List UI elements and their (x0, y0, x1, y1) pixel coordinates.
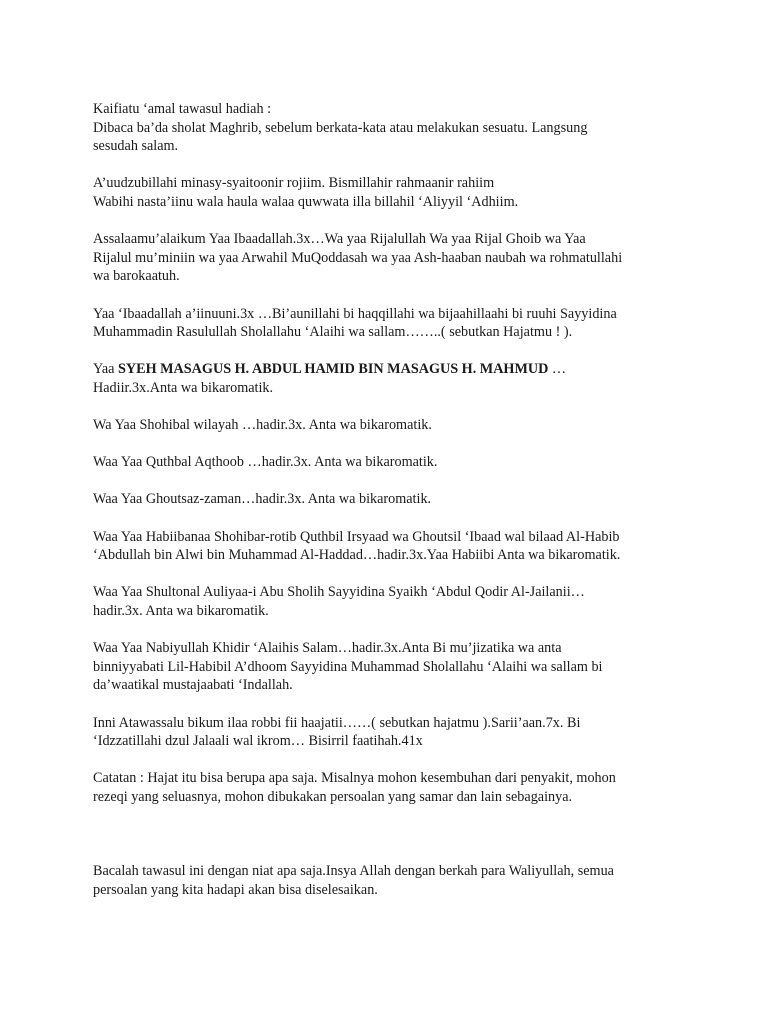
paragraph-catatan (93, 769, 683, 806)
paragraph-bacalah (93, 862, 683, 899)
habib-line: Waa Yaa Habiibanaa Shohibar-rotib Quthbil Irsyaad wa Ghoutsil ‘Ibaad wal bilaad Al-Habib (93, 528, 620, 545)
khidir-line: Waa Yaa Nabiyullah Khidir ‘Alaihis Salam…hadir.3x.Anta Bi mu’jizatika wa anta (93, 640, 562, 657)
syeh-line-2: Hadiir.3x.Anta wa bikaromatik. (93, 379, 274, 396)
jailani-line: Waa Yaa Shultonal Auliyaa-i Abu Sholih Sayyidina Syaikh ‘Abdul Qodir Al-Jailanii… (93, 584, 585, 601)
salam-line: wa barokaatuh. (93, 268, 180, 285)
bacalah-line: Bacalah tawasul ini dengan niat apa saja.Insya Allah dengan berkah para Waliyullah, semua (93, 863, 614, 880)
khidir-line: da’waatikal mustajaabati ‘Indallah. (93, 677, 293, 694)
intro-line: Dibaca ba’da sholat Maghrib, sebelum berkata-kata atau melakukan sesuatu. Langsung (93, 119, 588, 136)
bacalah-line: persoalan yang kita hadapi akan bisa diselesaikan. (93, 881, 378, 898)
blank-gap (93, 825, 683, 862)
habib-line: ‘Abdullah bin Alwi bin Muhammad Al-Haddad…hadir.3x.Yaa Habiibi Anta wa bikaromatik. (93, 547, 621, 564)
ibaadallah-line: Muhammadin Rasulullah Sholallahu ‘Alaihi wa sallam……..( sebutkan Hajatmu ! ). (93, 324, 573, 341)
khidir-line: binniyyabati Lil-Habibil A’dhoom Sayyidina Muhammad Sholallahu ‘Alaihi wa sallam bi (93, 658, 603, 675)
paragraph-intro (93, 100, 683, 156)
intro-line: sesudah salam. (93, 138, 179, 155)
paragraph-khidir (93, 639, 683, 695)
catatan-line: rezeqi yang seluasnya, mohon dibukakan persoalan yang samar dan lain sebagainya. (93, 788, 573, 805)
paragraph-habib (93, 528, 683, 565)
ghoutsaz-line: Waa Yaa Ghoutsaz-zaman…hadir.3x. Anta wa bikaromatik. (93, 491, 432, 508)
paragraph-ibaadallah (93, 305, 683, 342)
paragraph-syeh (93, 360, 683, 397)
taawudz-line: Wabihi nasta’iinu wala haula walaa quwwata illa billahil ‘Aliyyil ‘Adhiim. (93, 193, 519, 210)
paragraph-ghoutsaz (93, 490, 683, 509)
jailani-line: hadir.3x. Anta wa bikaromatik. (93, 603, 269, 620)
paragraph-wilayah (93, 416, 683, 435)
paragraph-taawudz (93, 174, 683, 211)
paragraph-jailani (93, 583, 683, 620)
atawassalu-line: Inni Atawassalu bikum ilaa robbi fii haajatii……( sebutkan hajatmu ).Sarii’aan.7x. Bi (93, 714, 581, 731)
syeh-suffix: … (548, 361, 567, 378)
salam-line: Rijalul mu’miniin wa yaa Arwahil MuQoddasah wa yaa Ash-haaban naubah wa rohmatullahi (93, 249, 623, 266)
taawudz-line: A’uudzubillahi minasy-syaitoonir rojiim. Bismillahir rahmaanir rahiim (93, 175, 495, 192)
salam-line: Assalaamu’alaikum Yaa Ibaadallah.3x…Wa yaa Rijalullah Wa yaa Rijal Ghoib wa Yaa (93, 231, 586, 248)
paragraph-aqthoob (93, 453, 683, 472)
intro-heading: Kaifiatu ‘amal tawasul hadiah : (93, 101, 272, 117)
ibaadallah-line: Yaa ‘Ibaadallah a’iinuuni.3x …Bi’aunillahi bi haqqillahi wa bijaahillaahi bi ruuhi Sayyidina (93, 305, 617, 322)
atawassalu-line: ‘Idzzatillahi dzul Jalaali wal ikrom… Bisirril faatihah.41x (93, 733, 423, 750)
wilayah-line: Wa Yaa Shohibal wilayah …hadir.3x. Anta wa bikaromatik. (93, 417, 432, 434)
syeh-prefix: Yaa (93, 361, 118, 378)
paragraph-atawassalu (93, 714, 683, 751)
paragraph-salam (93, 230, 683, 286)
catatan-line: Catatan : Hajat itu bisa berupa apa saja. Misalnya mohon kesembuhan dari penyakit, mohon (93, 770, 616, 787)
syeh-name: SYEH MASAGUS H. ABDUL HAMID BIN MASAGUS H. MAHMUD (117, 361, 549, 378)
document-body (93, 100, 683, 918)
aqthoob-line: Waa Yaa Quthbal Aqthoob …hadir.3x. Anta wa bikaromatik. (93, 454, 438, 471)
syeh-line (93, 360, 683, 379)
